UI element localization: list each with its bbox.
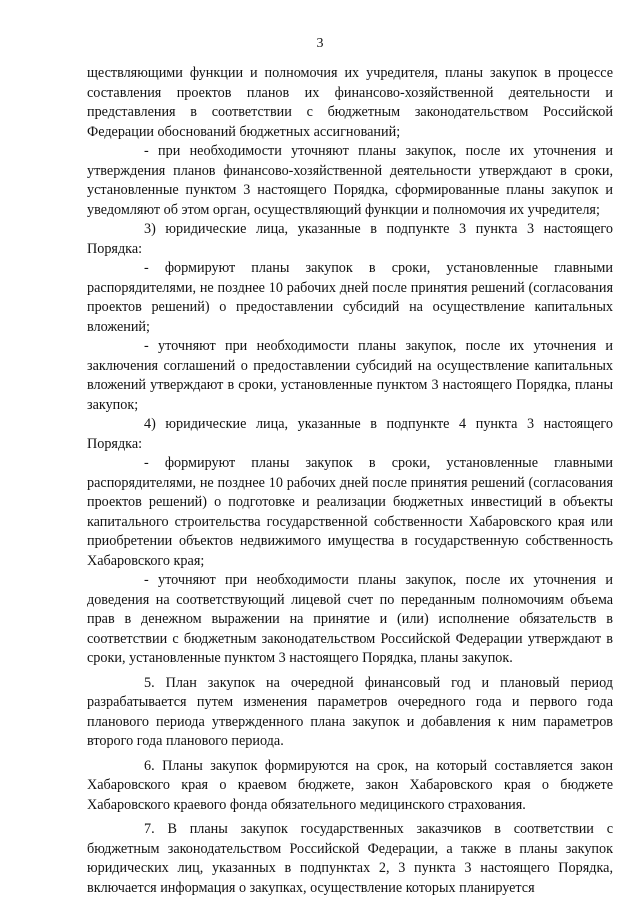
paragraph: 5. План закупок на очередной финансовый год и плановый период разрабатывается путем изменения параметров очередного года и первого года планового периода утвержденного плана закупок и добавления к ним параметров второго года планового периода.	[87, 674, 613, 749]
paragraph: 4) юридические лица, указанные в подпункте 4 пункта 3 настоящего Порядка:	[87, 416, 613, 452]
page-number: 3	[316, 36, 324, 51]
paragraph: ществляющими функции и полномочия их учредителя, планы закупок в процессе составления проектов планов их финансово-хозяйственной деятельности и представления в соответствии с бюджетным законодательством Российской Федерации обоснований бюджетных ассигнований;	[87, 65, 613, 140]
paragraph: - при необходимости уточняют планы закупок, после их уточнения и утверждения планов финансово-хозяйственной деятельности утверждают в сроки, установленные пунктом 3 настоящего Порядка, сформированные планы закупок и уведомляют об этом орган, осуществляющий функции и полномочия их учредителя;	[87, 143, 613, 218]
paragraph: - формируют планы закупок в сроки, установленные главными распорядителями, не позднее 10 рабочих дней после принятия решений (согласования проектов решений) о предоставлении субсидий на осуществление капитальных вложений;	[87, 260, 613, 335]
paragraph: 3) юридические лица, указанные в подпункте 3 пункта 3 настоящего Порядка:	[87, 221, 613, 257]
paragraph: - уточняют при необходимости планы закупок, после их уточнения и заключения соглашений о предоставлении субсидий на осуществление капитальных вложений утверждают в сроки, установленные пунктом 3 настоящего Порядка, планы закупок;	[87, 338, 613, 413]
paragraph: 6. Планы закупок формируются на срок, на который составляется закон Хабаровского края о краевом бюджете, закон Хабаровского края о бюджете Хабаровского краевого фонда обязательного медицинского страхования.	[87, 757, 613, 813]
paragraph: - формируют планы закупок в сроки, установленные главными распорядителями, не позднее 10 рабочих дней после принятия решений (согласования проектов решений) о подготовке и реализации бюджетных инвестиций в объекты капитального строительства государственной собственности Хабаровского края или приобретении объектов недвижимого имущества в государственную собственность Хабаровского края;	[87, 455, 613, 569]
body-text	[87, 64, 613, 898]
paragraph: 7. В планы закупок государственных заказчиков в соответствии с бюджетным законодательством Российской Федерации, а также в планы закупок юридических лиц, указанных в подпунктах 2, 3 пункта 3 настоящего Порядка, включается информация о закупках, осуществление которых планируется	[87, 821, 613, 896]
paragraph: - уточняют при необходимости планы закупок, после их уточнения и доведения на соответствующий лицевой счет по переданным полномочиям объема прав в денежном выражении на принятие и (или) исполнение обязательств в соответствии с бюджетным законодательством Российской Федерации утверждают в сроки, установленные пунктом 3 настоящего Порядка, планы закупок.	[87, 572, 613, 666]
